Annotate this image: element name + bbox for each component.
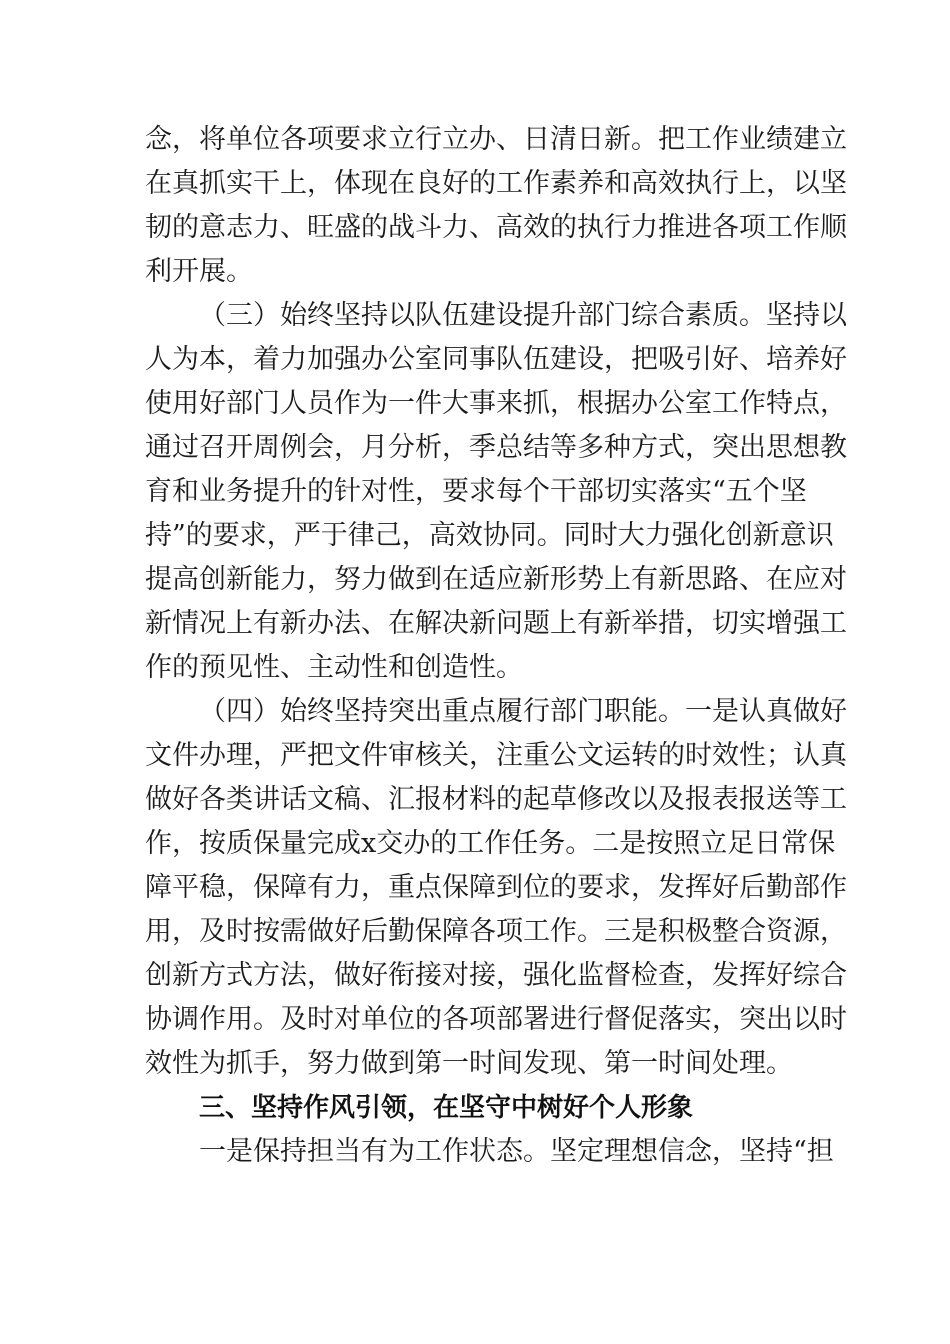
text-line: 做好各类讲话文稿、汇报材料的起草修改以及报表报送等工: [145, 784, 847, 815]
text-line: 障平稳，保障有力，重点保障到位的要求，发挥好后勤部作: [145, 872, 847, 903]
text-line: 使用好部门人员作为一件大事来抓，根据办公室工作特点，: [145, 388, 847, 419]
text-line: 文件办理，严把文件审核关，注重公文运转的时效性；认真: [145, 740, 847, 771]
text-line: 利开展。: [145, 256, 253, 287]
text-line: 提高创新能力，努力做到在适应新形势上有新思路、在应对: [145, 564, 847, 595]
text-line: 一是保持担当有为工作状态。坚定理想信念，坚持“担: [199, 1136, 834, 1167]
paragraph-heading-4: （四）始终坚持突出重点履行部门职能。一是认真做好: [199, 696, 847, 727]
text-line: 效性为抓手，努力做到第一时间发现、第一时间处理。: [145, 1048, 793, 1079]
text-line: 协调作用。及时对单位的各项部署进行督促落实，突出以时: [145, 1004, 847, 1035]
text-line: 韧的意志力、旺盛的战斗力、高效的执行力推进各项工作顺: [145, 212, 847, 243]
paragraph-heading-3: （三）始终坚持以队伍建设提升部门综合素质。坚持以: [199, 300, 847, 331]
text-line: 在真抓实干上，体现在良好的工作素养和高效执行上，以坚: [145, 168, 847, 199]
text-line: 通过召开周例会，月分析，季总结等多种方式，突出思想教: [145, 432, 847, 463]
text-line: 新情况上有新办法、在解决新问题上有新举措，切实增强工: [145, 608, 847, 639]
text-line: 持”的要求，严于律己，高效协同。同时大力强化创新意识: [145, 520, 834, 551]
text-line: 念，将单位各项要求立行立办、日清日新。把工作业绩建立: [145, 124, 847, 155]
text-line: 人为本，着力加强办公室同事队伍建设，把吸引好、培养好: [145, 344, 847, 375]
section-heading: 三、坚持作风引领，在坚守中树好个人形象: [199, 1093, 694, 1123]
text-line: 创新方式方法，做好衔接对接，强化监督检查，发挥好综合: [145, 960, 847, 991]
text-line: 用，及时按需做好后勤保障各项工作。三是积极整合资源，: [145, 916, 847, 947]
text-line: 育和业务提升的针对性，要求每个干部切实落实“五个坚: [145, 476, 807, 507]
text-line: 作，按质保量完成x交办的工作任务。二是按照立足日常保: [145, 828, 836, 859]
text-line: 作的预见性、主动性和创造性。: [145, 652, 523, 683]
